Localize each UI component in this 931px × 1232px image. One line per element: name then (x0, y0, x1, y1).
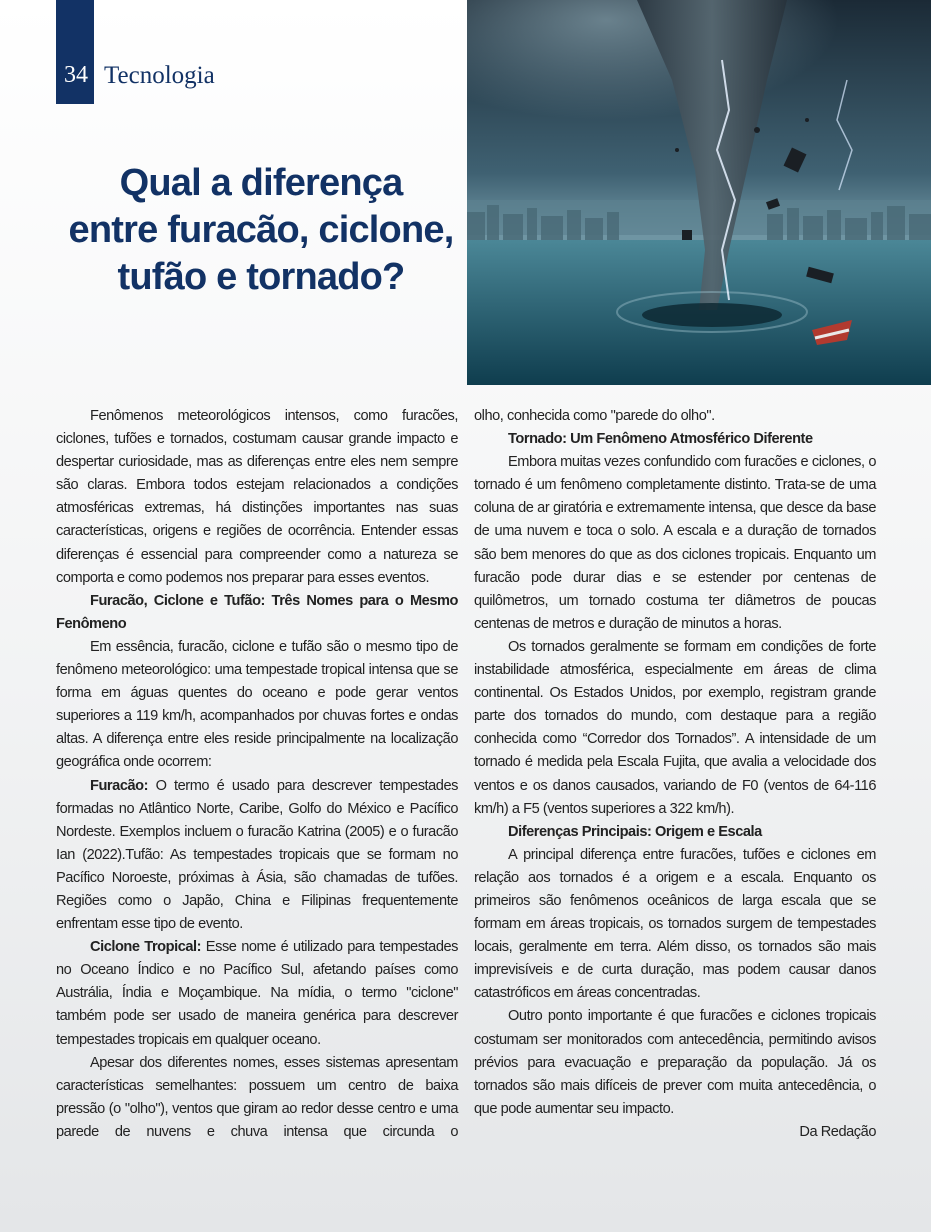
paragraph-essencia: Em essência, furacão, ciclone e tufão são o mesmo tipo de fenômeno meteorológico: uma tempestade tropical intensa que se forma em águas quentes do oceano e pode gerar ventos superiores a 119 km/h, acompanhados por chuvas fortes e ondas altas. A diferença entre eles reside principalmente na localização geográfica onde ocorrem: (56, 638, 458, 771)
paragraph-furacao (56, 775, 458, 937)
text-ciclone: Esse nome é utilizado para tempestades no Oceano Índico e no Pacífico Sul, afetando países como Austrália, Índia e Moçambique. Na mídia, o termo "ciclone" também pode ser usado de maneira genérica para descrever tempestades tropicais em qualquer oceano. (56, 939, 459, 1048)
paragraph-tornado: Embora muitas vezes confundido com furacões e ciclones, o tornado é um fenômeno completamente distinto. Trata-se de uma coluna de ar giratória e extremamente intensa, que desce da base de uma nuvem e toca o solo. A escala e a duração de tornados são bem menores do que as dos ciclones tropicais. Enquanto um furacão pode durar dias e se estender por centenas de quilômetros, um tornado costuma ter diâmetros de poucas centenas de metros e duração de minutos a horas. (474, 454, 876, 632)
intro-paragraph: Fenômenos meteorológicos intensos, como furacões, ciclones, tufões e tornados, costumam causar grande impacto e despertar curiosidade, mas as diferenças entre eles nem sempre são claras. Embora todos estejam relacionados a condições atmosféricas extremas, há distinções importantes nas suas características, origens e regiões de ocorrência. Entender essas diferenças é essencial para compreender como a natureza se comporta e como podemos nos preparar para esses eventos. (56, 408, 458, 586)
article-column-left (56, 405, 458, 1144)
label-ciclone: Ciclone Tropical: (90, 939, 202, 956)
paragraph-apesar-continued: olho, conhecida como "parede do olho". (474, 408, 715, 424)
paragraph-apesar: Apesar dos diferentes nomes, esses sistemas apresentam características semelhantes: possuem um centro de baixa pressão (o "olho"), ventos que giram ao redor desse centro e uma parede de nuvens e chuva intensa que circunda o (56, 1054, 458, 1140)
subheading-furacao-ciclone-tufao: Furacão, Ciclone e Tufão: Três Nomes para o Mesmo Fenômeno (56, 592, 458, 632)
subheading-diferencas: Diferenças Principais: Origem e Escala (508, 823, 762, 840)
page-number: 34 (64, 62, 88, 88)
author-signature: Da Redação (799, 1123, 876, 1140)
paragraph-diferenca-principal: A principal diferença entre furacões, tufões e ciclones em relação aos tornados é a origem e a escala. Enquanto os primeiros são fenômenos oceânicos de larga escala que se formam em áreas tropicais, os tornados surgem de tempestades locais, geralmente em terra. Além disso, os tornados são mais imprevisíveis e de curta duração, mas podem causar danos catastróficos em áreas concentradas. (474, 846, 876, 1002)
title-line-2: entre furacão, ciclone, (68, 209, 454, 251)
title-line-3: tufão e tornado? (117, 256, 405, 298)
paragraph-monitoramento: Outro ponto importante é que furacões e ciclones tropicais costumam ser monitorados com antecedência, permitindo avisos prévios para evacuação e preparação da população. Já os tornados são mais difíceis de prever com muita antecedência, o que pode aumentar seu impacto. (474, 1008, 876, 1117)
paragraph-ciclone (56, 936, 458, 1051)
section-title: Tecnologia (104, 62, 215, 89)
article-column-right (474, 405, 876, 1144)
subheading-tornado: Tornado: Um Fenômeno Atmosférico Diferente (508, 431, 813, 448)
text-furacao: O termo é usado para descrever tempestades formadas no Atlântico Norte, Caribe, Golfo do México e Pacífico Nordeste. Exemplos incluem o furacão Katrina (2005) e o furacão Ian (2022).Tufão: As tempestades tropicais que se formam no Pacífico Noroeste, próximas à Ásia, são chamadas de tufões. Regiões como o Japão, China e Filipinas frequentemente enfrentam esse tipo de evento. (56, 777, 458, 933)
tornado-photo (467, 0, 931, 385)
tornado-illustration (467, 0, 931, 385)
article-title (56, 160, 466, 301)
paragraph-formacao: Os tornados geralmente se formam em condições de forte instabilidade atmosférica, especialmente em áreas de clima continental. Os Estados Unidos, por exemplo, registram grande parte dos tornados do mundo, com destaque para a região conhecida como “Corredor dos Tornados”. A intensidade de um tornado é medida pela Escala Fujita, que avalia a velocidade dos ventos e os danos causados, variando de F0 (ventos de 64-116 km/h) a F5 (ventos superiores a 322 km/h). (474, 638, 876, 817)
label-furacao: Furacão: (90, 777, 149, 794)
title-line-1: Qual a diferença (119, 162, 403, 204)
